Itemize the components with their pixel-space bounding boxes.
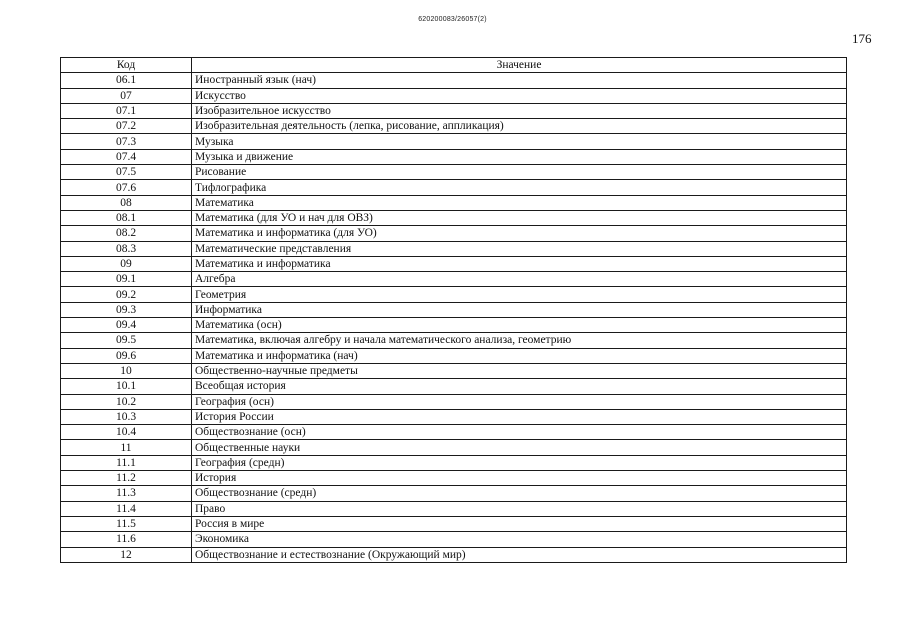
value-cell: Обществознание (средн) bbox=[192, 486, 847, 501]
table-row bbox=[61, 88, 847, 103]
code-cell: 10 bbox=[61, 363, 192, 378]
code-cell: 07 bbox=[61, 88, 192, 103]
value-cell: Изобразительная деятельность (лепка, рисование, аппликация) bbox=[192, 119, 847, 134]
table-row bbox=[61, 394, 847, 409]
code-cell: 09.4 bbox=[61, 318, 192, 333]
table-row bbox=[61, 379, 847, 394]
table-row bbox=[61, 226, 847, 241]
value-cell: Обществознание (осн) bbox=[192, 425, 847, 440]
table-row bbox=[61, 272, 847, 287]
code-cell: 08 bbox=[61, 195, 192, 210]
code-cell: 11.1 bbox=[61, 455, 192, 470]
table-row bbox=[61, 119, 847, 134]
code-table bbox=[60, 57, 847, 563]
code-cell: 10.3 bbox=[61, 409, 192, 424]
value-cell: География (средн) bbox=[192, 455, 847, 470]
table-row bbox=[61, 486, 847, 501]
page-number: 176 bbox=[852, 31, 872, 46]
code-cell: 08.3 bbox=[61, 241, 192, 256]
code-cell: 08.2 bbox=[61, 226, 192, 241]
code-cell: 07.5 bbox=[61, 165, 192, 180]
code-cell: 11 bbox=[61, 440, 192, 455]
value-cell: Тифлографика bbox=[192, 180, 847, 195]
code-cell: 11.6 bbox=[61, 532, 192, 547]
table-row bbox=[61, 134, 847, 149]
code-cell: 09.1 bbox=[61, 272, 192, 287]
value-cell: История России bbox=[192, 409, 847, 424]
value-cell: Россия в мире bbox=[192, 516, 847, 531]
table-row bbox=[61, 333, 847, 348]
table-body bbox=[61, 73, 847, 563]
table-row bbox=[61, 210, 847, 225]
value-cell: Информатика bbox=[192, 302, 847, 317]
value-cell: Иностранный язык (нач) bbox=[192, 73, 847, 88]
code-cell: 11.5 bbox=[61, 516, 192, 531]
table-row bbox=[61, 440, 847, 455]
table-row bbox=[61, 287, 847, 302]
value-cell: Математика и информатика bbox=[192, 256, 847, 271]
table-row bbox=[61, 455, 847, 470]
table-row bbox=[61, 73, 847, 88]
code-cell: 07.4 bbox=[61, 149, 192, 164]
table-row bbox=[61, 516, 847, 531]
table-row bbox=[61, 348, 847, 363]
value-cell: Право bbox=[192, 501, 847, 516]
code-cell: 09.5 bbox=[61, 333, 192, 348]
code-cell: 11.3 bbox=[61, 486, 192, 501]
table-row bbox=[61, 318, 847, 333]
table-row bbox=[61, 532, 847, 547]
code-cell: 09.6 bbox=[61, 348, 192, 363]
code-cell: 10.2 bbox=[61, 394, 192, 409]
value-cell: Математика и информатика (нач) bbox=[192, 348, 847, 363]
code-cell: 11.2 bbox=[61, 471, 192, 486]
table-header-row bbox=[61, 58, 847, 73]
value-cell: Обществознание и естествознание (Окружающий мир) bbox=[192, 547, 847, 562]
value-cell: Математические представления bbox=[192, 241, 847, 256]
table-row bbox=[61, 241, 847, 256]
value-cell: Искусство bbox=[192, 88, 847, 103]
table-row bbox=[61, 363, 847, 378]
value-cell: Математика (осн) bbox=[192, 318, 847, 333]
code-cell: 09 bbox=[61, 256, 192, 271]
value-cell: Математика, включая алгебру и начала математического анализа, геометрию bbox=[192, 333, 847, 348]
table-row bbox=[61, 180, 847, 195]
table-row bbox=[61, 256, 847, 271]
column-header-code: Код bbox=[61, 58, 192, 73]
code-cell: 09.3 bbox=[61, 302, 192, 317]
value-cell: Алгебра bbox=[192, 272, 847, 287]
table-row bbox=[61, 165, 847, 180]
code-cell: 07.1 bbox=[61, 103, 192, 118]
value-cell: Общественно-научные предметы bbox=[192, 363, 847, 378]
document-id: 620200083/26057(2) bbox=[418, 16, 487, 23]
table-row bbox=[61, 409, 847, 424]
code-cell: 07.2 bbox=[61, 119, 192, 134]
table-row bbox=[61, 425, 847, 440]
table-row bbox=[61, 547, 847, 562]
code-cell: 08.1 bbox=[61, 210, 192, 225]
value-cell: Геометрия bbox=[192, 287, 847, 302]
code-cell: 10.1 bbox=[61, 379, 192, 394]
table-row bbox=[61, 195, 847, 210]
table-header bbox=[61, 58, 847, 73]
code-cell: 12 bbox=[61, 547, 192, 562]
value-cell: Рисование bbox=[192, 165, 847, 180]
value-cell: Музыка и движение bbox=[192, 149, 847, 164]
value-cell: География (осн) bbox=[192, 394, 847, 409]
value-cell: Музыка bbox=[192, 134, 847, 149]
value-cell: Экономика bbox=[192, 532, 847, 547]
value-cell: История bbox=[192, 471, 847, 486]
table-row bbox=[61, 501, 847, 516]
value-cell: Изобразительное искусство bbox=[192, 103, 847, 118]
value-cell: Математика и информатика (для УО) bbox=[192, 226, 847, 241]
code-cell: 07.6 bbox=[61, 180, 192, 195]
value-cell: Общественные науки bbox=[192, 440, 847, 455]
code-cell: 10.4 bbox=[61, 425, 192, 440]
value-cell: Математика (для УО и нач для ОВЗ) bbox=[192, 210, 847, 225]
column-header-value: Значение bbox=[192, 58, 847, 73]
code-cell: 07.3 bbox=[61, 134, 192, 149]
code-cell: 06.1 bbox=[61, 73, 192, 88]
table-row bbox=[61, 471, 847, 486]
table-row bbox=[61, 302, 847, 317]
table-row bbox=[61, 149, 847, 164]
value-cell: Математика bbox=[192, 195, 847, 210]
code-cell: 11.4 bbox=[61, 501, 192, 516]
code-cell: 09.2 bbox=[61, 287, 192, 302]
table-row bbox=[61, 103, 847, 118]
value-cell: Всеобщая история bbox=[192, 379, 847, 394]
